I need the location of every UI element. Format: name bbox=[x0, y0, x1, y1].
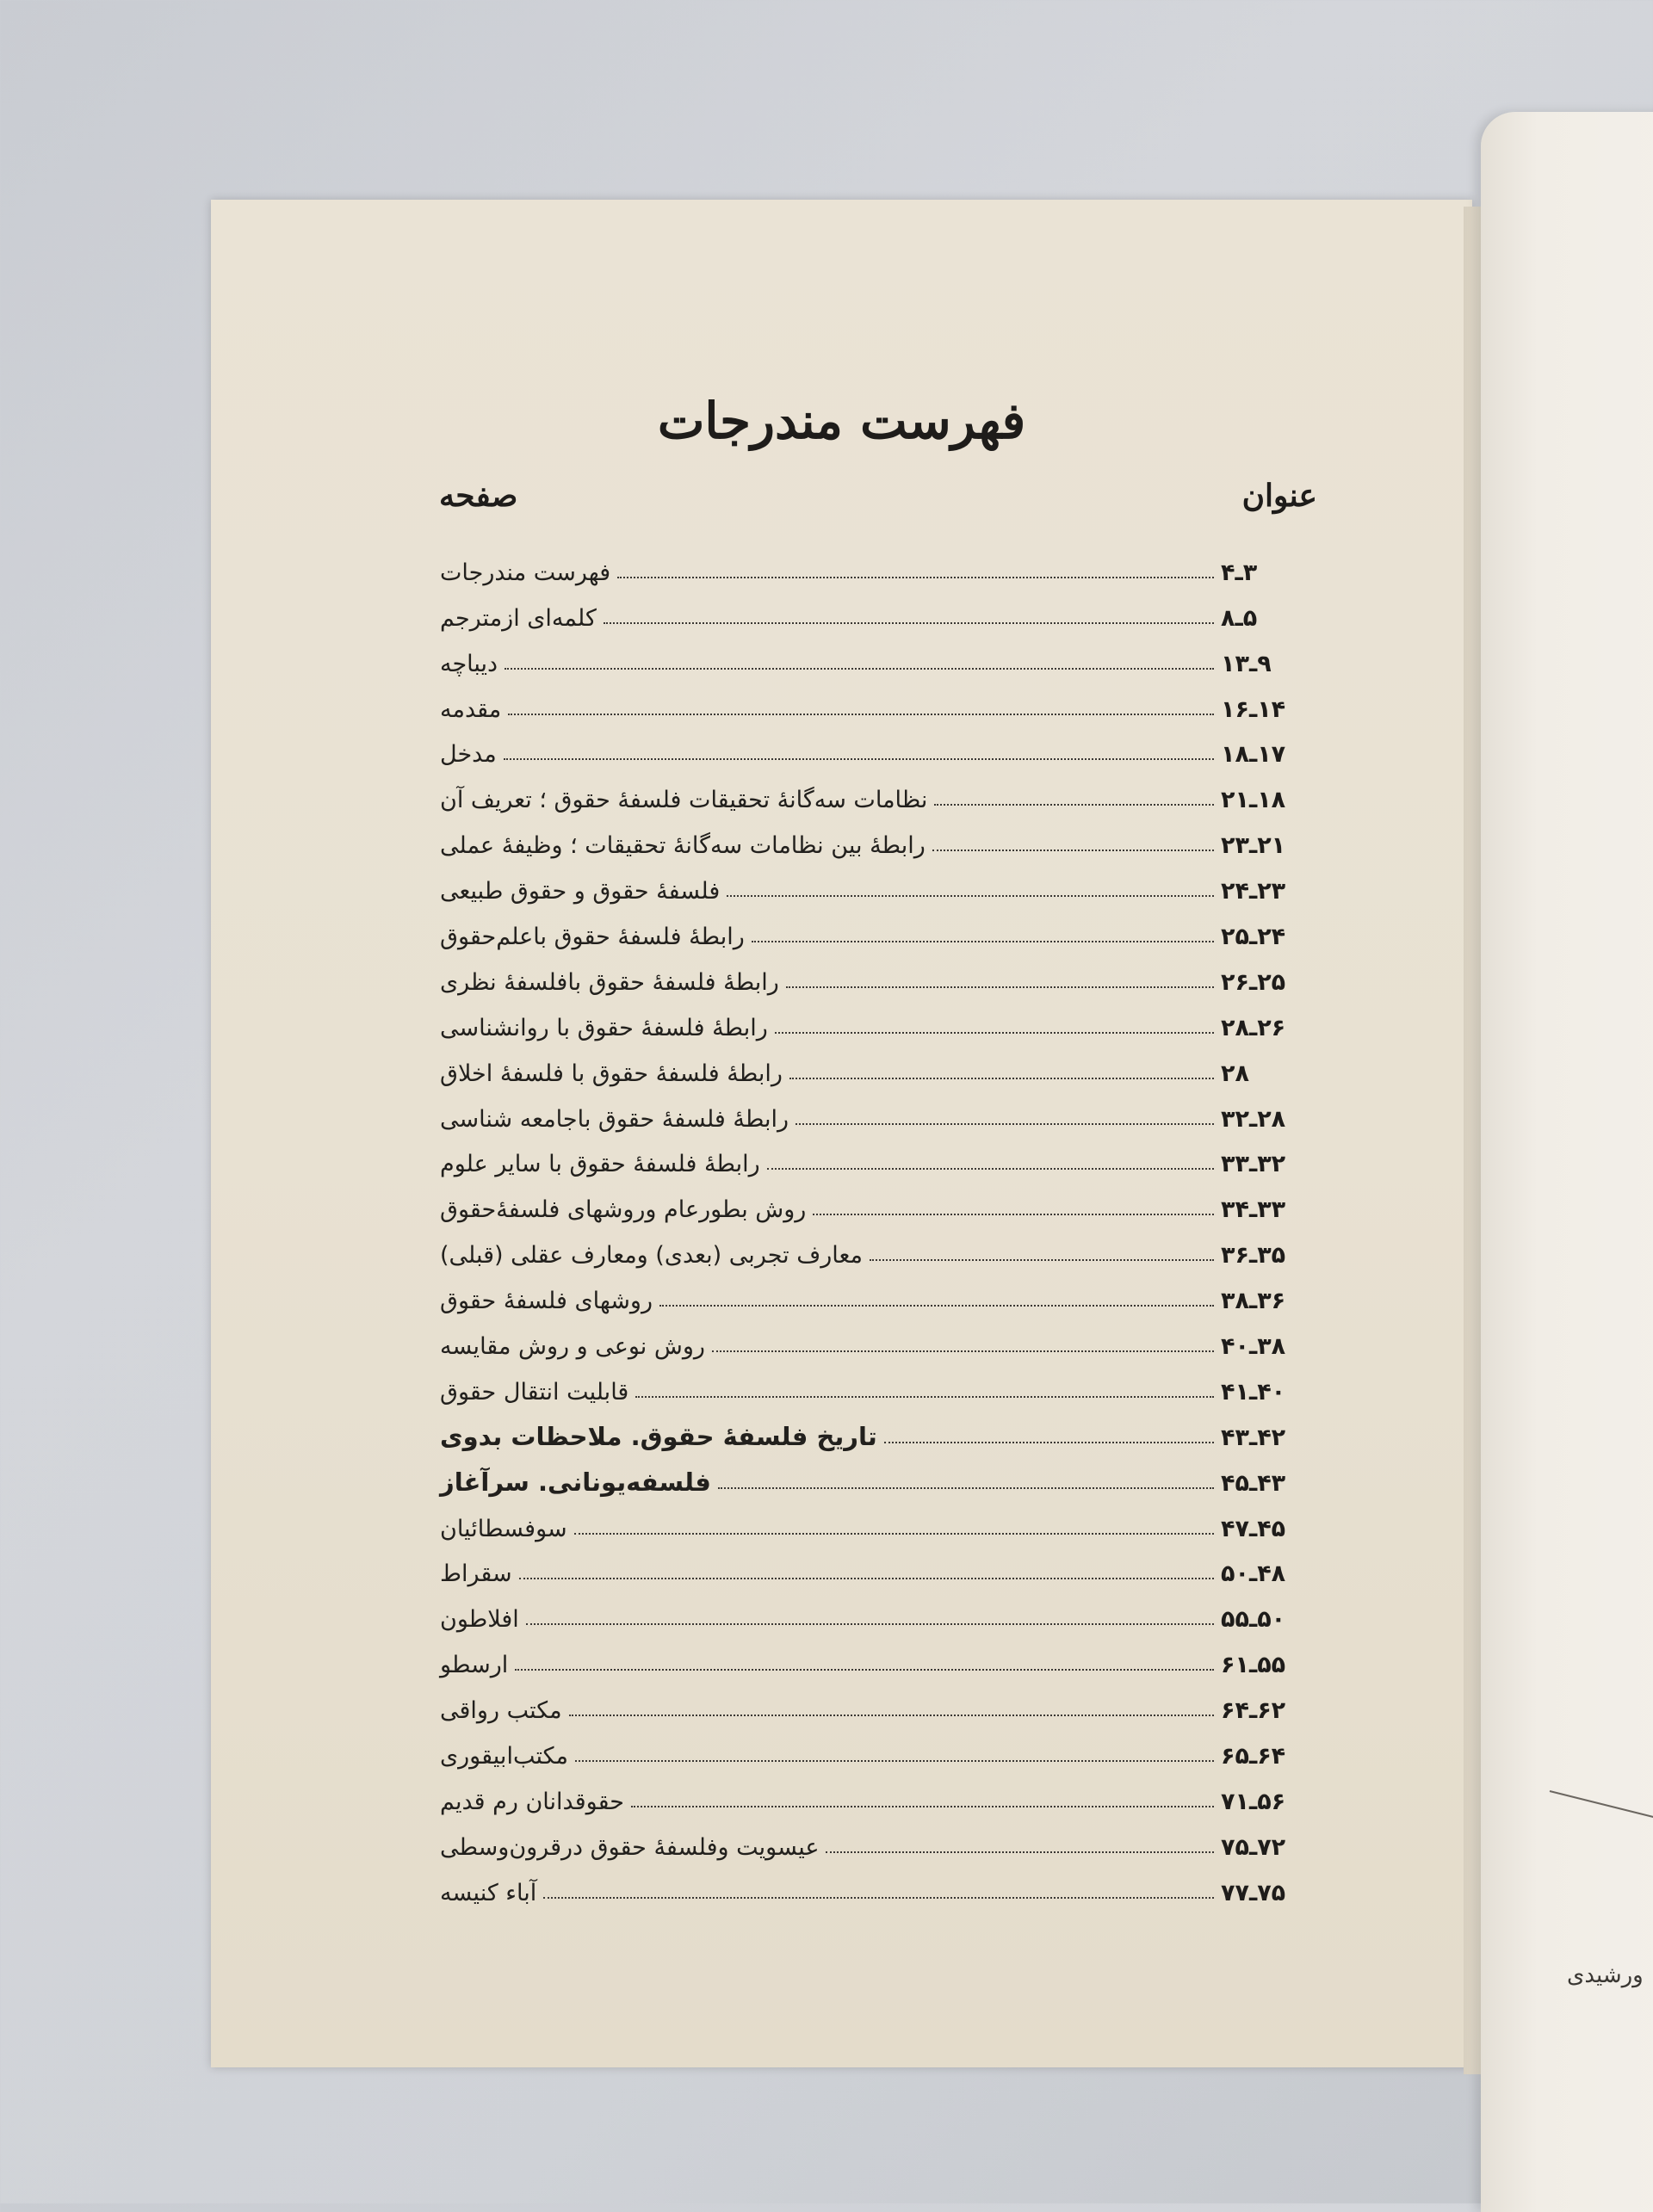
toc-entry-pages: ۱۴ـ۱۶ bbox=[1221, 695, 1286, 723]
dot-leader bbox=[932, 850, 1214, 851]
dot-leader bbox=[635, 1396, 1214, 1398]
toc-entry-title: نظامات سه‌گانهٔ تحقیقات فلسفهٔ حقوق ؛ تعریف آن bbox=[440, 787, 928, 814]
dot-leader bbox=[752, 941, 1214, 942]
toc-entry-pages: ۲۱ـ۲۳ bbox=[1221, 832, 1286, 860]
toc-entry-title: معارف تجربی (بعدی) ومعارف عقلی (قبلی) bbox=[440, 1242, 863, 1270]
toc-entry-title: افلاطون bbox=[440, 1606, 519, 1634]
page-title: فهرست مندرجات bbox=[657, 392, 1026, 450]
toc-entry-pages: ۳۲ـ۳۳ bbox=[1221, 1151, 1286, 1178]
facing-page bbox=[1481, 112, 1653, 2212]
dot-leader bbox=[934, 804, 1214, 806]
toc-entry-title: روش بطورعام وروشهای فلسفهٔ‌حقوق bbox=[440, 1196, 807, 1224]
dot-leader bbox=[789, 1078, 1214, 1079]
dot-leader bbox=[515, 1669, 1214, 1671]
toc-entry-title: سوفسطائیان bbox=[440, 1515, 567, 1542]
dot-leader bbox=[826, 1851, 1214, 1853]
dot-leader bbox=[884, 1442, 1214, 1443]
toc-header bbox=[439, 478, 1317, 521]
toc-entry bbox=[435, 996, 1317, 1041]
toc-entry-title: روش نوعی و روش مقایسه bbox=[440, 1333, 705, 1361]
toc-entry-pages: ۲۶ـ۲۸ bbox=[1221, 1014, 1286, 1041]
toc-entry-title: فلسفه‌یونانی. سرآغاز bbox=[440, 1467, 711, 1497]
toc-entry-title: تاریخ فلسفهٔ حقوق. ملاحظات بدوی bbox=[440, 1421, 877, 1451]
toc-entry bbox=[435, 632, 1317, 677]
dot-leader bbox=[712, 1350, 1214, 1352]
dot-leader bbox=[526, 1623, 1214, 1625]
toc-entry bbox=[435, 1451, 1317, 1497]
dot-leader bbox=[504, 758, 1214, 760]
toc-entry-title: رابطهٔ فلسفهٔ حقوق با فلسفهٔ اخلاق bbox=[440, 1060, 783, 1087]
toc-entry bbox=[435, 1177, 1317, 1223]
dot-leader bbox=[775, 1032, 1214, 1034]
toc-entry-title: ارسطو bbox=[440, 1652, 509, 1679]
toc-entry-pages: ۵۵ـ۶۱ bbox=[1221, 1652, 1286, 1679]
toc-entry bbox=[435, 905, 1317, 950]
dot-leader bbox=[569, 1715, 1214, 1716]
toc-entry bbox=[435, 1406, 1317, 1451]
book-spine bbox=[1464, 207, 1483, 2074]
toc-entry-title: عیسویت وفلسفهٔ حقوق درقرون‌وسطی bbox=[440, 1833, 820, 1861]
dot-leader bbox=[631, 1806, 1214, 1807]
toc-entry-pages: ۲۸ bbox=[1221, 1060, 1249, 1087]
toc-entry-pages: ۳ـ۴ bbox=[1221, 559, 1258, 586]
facing-page-rule bbox=[1550, 1790, 1653, 1833]
toc-entry-title: رابطهٔ فلسفهٔ حقوق بافلسفهٔ نظری bbox=[440, 968, 779, 996]
toc-entry bbox=[435, 1861, 1317, 1906]
toc-entry-title: فلسفهٔ حقوق و حقوق طبیعی bbox=[440, 878, 721, 905]
toc-entry-title: قابلیت انتقال حقوق bbox=[440, 1378, 629, 1406]
toc-entry-pages: ۳۶ـ۳۸ bbox=[1221, 1288, 1286, 1315]
toc-entry bbox=[435, 1633, 1317, 1678]
toc-entry-pages: ۶۲ـ۶۴ bbox=[1221, 1697, 1286, 1725]
dot-leader bbox=[718, 1487, 1214, 1489]
toc-entry-title: آباء کنیسه bbox=[440, 1879, 537, 1906]
toc-entry-title: مقدمه bbox=[440, 695, 502, 723]
toc-entry bbox=[435, 1497, 1317, 1542]
toc-entry bbox=[435, 1587, 1317, 1633]
column-header-title: عنوان bbox=[1241, 478, 1317, 514]
toc-entry bbox=[435, 1133, 1317, 1178]
toc-entry-pages: ۴۰ـ۴۱ bbox=[1221, 1378, 1286, 1406]
dot-leader bbox=[508, 714, 1214, 715]
toc-entry-title: فهرست مندرجات bbox=[440, 559, 611, 586]
table-of-contents bbox=[435, 541, 1317, 1906]
toc-entry-pages: ۹ـ۱۳ bbox=[1221, 650, 1272, 677]
toc-entry bbox=[435, 950, 1317, 996]
dot-leader bbox=[786, 986, 1214, 988]
toc-entry-pages: ۷۵ـ۷۷ bbox=[1221, 1879, 1286, 1906]
toc-entry-pages: ۳۸ـ۴۰ bbox=[1221, 1333, 1286, 1361]
toc-entry-title: رابطهٔ فلسفهٔ حقوق باجامعه شناسی bbox=[440, 1105, 789, 1133]
toc-entry bbox=[435, 813, 1317, 859]
toc-entry bbox=[435, 859, 1317, 905]
dot-leader bbox=[767, 1168, 1214, 1170]
toc-entry-pages: ۱۷ـ۱۸ bbox=[1221, 741, 1286, 769]
toc-entry-title: مکتب‌ابیقوری bbox=[440, 1743, 568, 1770]
dot-leader bbox=[574, 1533, 1214, 1535]
toc-entry-pages: ۵۶ـ۷۱ bbox=[1221, 1788, 1286, 1815]
toc-entry-pages: ۲۵ـ۲۶ bbox=[1221, 968, 1286, 996]
dot-leader bbox=[505, 668, 1214, 670]
dot-leader bbox=[617, 577, 1214, 578]
toc-entry bbox=[435, 1770, 1317, 1815]
toc-entry bbox=[435, 1087, 1317, 1133]
toc-entry-title: دیباچه bbox=[440, 650, 498, 677]
dot-leader bbox=[575, 1760, 1214, 1762]
facing-page-text: ورشیدی bbox=[1567, 1962, 1644, 1988]
dot-leader bbox=[604, 622, 1214, 624]
toc-entry bbox=[435, 1678, 1317, 1724]
toc-entry-pages: ۲۳ـ۲۴ bbox=[1221, 878, 1286, 905]
toc-entry-title: رابطهٔ بین نظامات سه‌گانهٔ تحقیقات ؛ وظیفهٔ عملی bbox=[440, 832, 926, 860]
dot-leader bbox=[543, 1897, 1214, 1899]
toc-entry bbox=[435, 1041, 1317, 1087]
toc-entry bbox=[435, 1223, 1317, 1269]
toc-entry-pages: ۵۰ـ۵۵ bbox=[1221, 1606, 1286, 1634]
toc-entry-pages: ۵ـ۸ bbox=[1221, 604, 1258, 632]
toc-entry-pages: ۴۵ـ۴۷ bbox=[1221, 1515, 1286, 1542]
toc-entry bbox=[435, 1314, 1317, 1360]
dot-leader bbox=[870, 1259, 1214, 1261]
toc-entry-pages: ۲۴ـ۲۵ bbox=[1221, 924, 1286, 951]
toc-entry bbox=[435, 586, 1317, 632]
toc-entry-title: رابطهٔ فلسفهٔ حقوق با سایر علوم bbox=[440, 1151, 760, 1178]
toc-entry-pages: ۱۸ـ۲۱ bbox=[1221, 787, 1286, 814]
toc-entry-title: حقوقدانان رم قدیم bbox=[440, 1788, 624, 1815]
toc-entry bbox=[435, 1815, 1317, 1861]
toc-entry bbox=[435, 768, 1317, 813]
toc-entry-pages: ۳۳ـ۳۴ bbox=[1221, 1196, 1286, 1224]
toc-entry-title: مکتب رواقی bbox=[440, 1697, 562, 1725]
toc-entry bbox=[435, 1542, 1317, 1588]
toc-entry-pages: ۴۸ـ۵۰ bbox=[1221, 1560, 1286, 1588]
toc-entry-pages: ۴۲ـ۴۳ bbox=[1221, 1424, 1286, 1451]
toc-entry bbox=[435, 723, 1317, 769]
toc-entry-title: سقراط bbox=[440, 1560, 512, 1588]
dot-leader bbox=[796, 1123, 1214, 1125]
toc-entry-pages: ۳۵ـ۳۶ bbox=[1221, 1242, 1286, 1270]
toc-entry bbox=[435, 1269, 1317, 1314]
toc-entry bbox=[435, 1360, 1317, 1406]
toc-entry bbox=[435, 677, 1317, 723]
toc-entry-pages: ۶۴ـ۶۵ bbox=[1221, 1743, 1286, 1770]
toc-entry bbox=[435, 541, 1317, 586]
toc-entry-pages: ۴۳ـ۴۵ bbox=[1221, 1469, 1286, 1497]
dot-leader bbox=[519, 1578, 1214, 1579]
toc-entry-title: رابطهٔ فلسفهٔ حقوق با روانشناسی bbox=[440, 1014, 768, 1041]
toc-entry-title: مدخل bbox=[440, 741, 497, 769]
dot-leader bbox=[813, 1214, 1214, 1215]
toc-entry-title: رابطهٔ فلسفهٔ حقوق باعلم‌حقوق bbox=[440, 924, 745, 951]
dot-leader bbox=[727, 895, 1214, 897]
toc-entry-pages: ۲۸ـ۳۲ bbox=[1221, 1105, 1286, 1133]
toc-entry-title: کلمه‌ای ازمترجم bbox=[440, 604, 597, 632]
toc-entry bbox=[435, 1724, 1317, 1770]
dot-leader bbox=[659, 1305, 1214, 1307]
toc-entry-title: روشهای فلسفهٔ حقوق bbox=[440, 1288, 653, 1315]
column-header-page: صفحه bbox=[439, 478, 518, 514]
toc-entry-pages: ۷۲ـ۷۵ bbox=[1221, 1833, 1286, 1861]
